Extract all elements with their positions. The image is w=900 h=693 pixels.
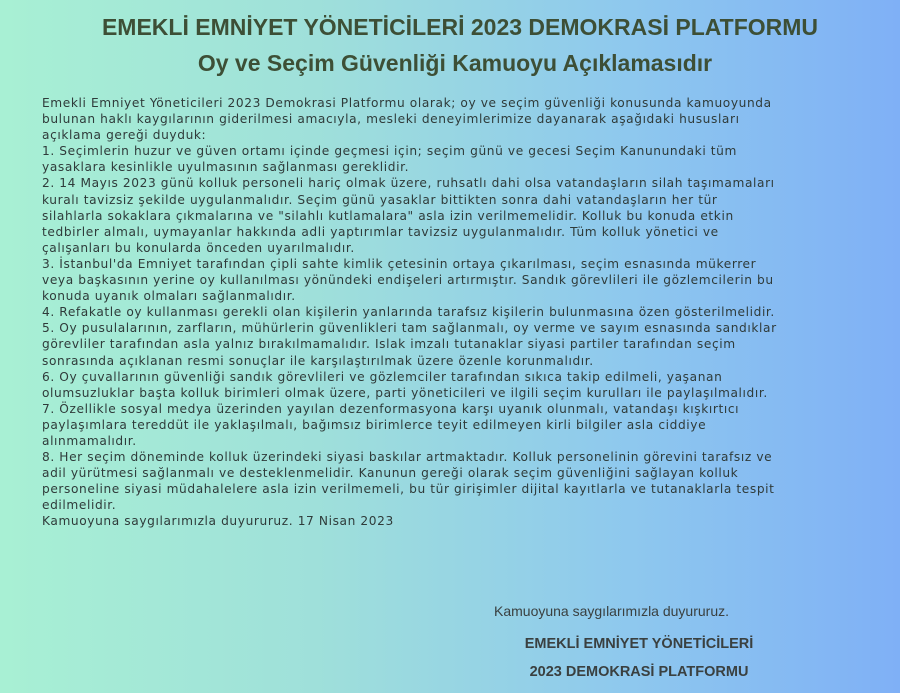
page-subtitle: Oy ve Seçim Güvenliği Kamuoyu Açıklamasıdır bbox=[197, 50, 713, 76]
signature-line-2: 2023 DEMOKRASİ PLATFORMU bbox=[529, 664, 749, 680]
statement-body: Emekli Emniyet Yöneticileri 2023 Demokrasi Platformu olarak; oy ve seçim güvenliği konusunda kamuoyunda bulunan haklı kaygılarının giderilmesi amacıyla, mesleki deneyimlerimize dayanarak aşağıdaki hususları açıklama gereği duyduk: 1. Seçimlerin huzur ve güven ortamı içinde geçmesi için; seçim günü ve gecesi Seçim Kanunundaki tüm yasaklara kesinlikle uyulmasının sağlanması gereklidir. 2. 14 Mayıs 2023 günü kolluk personeli hariç olmak üzere, ruhsatlı dahi olsa vatandaşların silah taşımamaları kuralı tavizsiz şekilde uygulanmalıdır. Seçim günü yasaklar bittikten sonra dahi vatandaşların her tür silahlarla sokaklara çıkmalarına ve "silahlı kutlamalara" asla izin verilmemelidir. Kolluk bu konuda etkin tedbirler almalı, uymayanlar hakkında adli yaptırımlar tavizsiz uygulanmalıdır. Tüm kolluk yönetici ve çalışanları bu konularda önceden uyarılmalıdır. 3. İstanbul'da Emniyet tarafından çipli sahte kimlik çetesinin ortaya çıkarılması, seçim esnasında mükerrer veya başkasının yerine oy kullanılması yönündeki endişeleri artırmıştır. Sandık görevlileri ile gözlemcilerin bu konuda uyanık olmaları sağlanmalıdır. 4. Refakatle oy kullanması gerekli olan kişilerin yanlarında tarafsız kişilerin bulunmasına özen gösterilmelidir. 5. Oy pusulalarının, zarfların, mühürlerin güvenlikleri tam sağlanmalı, oy verme ve sayım esnasında sandıklar görevliler tarafından asla yalnız bırakılmamalıdır. Islak imzalı tutanaklar siyasi partiler tarafından seçim sonrasında açıklanan resmi sonuçlar ile karşılaştırılmak üzere özenle korunmalıdır. 6. Oy çuvallarının güvenliği sandık görevlileri ve gözlemciler tarafından sıkıca takip edilmeli, yaşanan olumsuzluklar başta kolluk birimleri olmak üzere, parti yöneticileri ve ilgili seçim kurulları ile paylaşılmalıdır. 7. Özellikle sosyal medya üzerinden yayılan dezenformasyona karşı uyanık olunmalı, vatandaşı kışkırtıcı paylaşımlara tereddüt ile yaklaşılmalı, bağımsız birimlerce teyit edilmeyen kirli bilgiler asla ciddiye alınmamalıdır. 8. Her seçim döneminde kolluk üzerindeki siyasi baskılar artmaktadır. Kolluk personelinin görevini tarafsız ve adil yürütmesi sağlanmalı ve desteklenmelidir. Kanunun gereği olarak seçim güvenliğini sağlayan kolluk personeline siyasi müdahalelere asla izin verilmemeli, bu tür girişimler dijital kayıtlarla ve tutanaklarla tespit edilmelidir. Kamuoyuna saygılarımızla duyururuz. 17 Nisan 2023 bbox=[42, 96, 777, 529]
closing-line: Kamuoyuna saygılarımızla duyururuz. bbox=[494, 603, 729, 619]
signature-line-1: EMEKLİ EMNİYET YÖNETİCİLERİ bbox=[524, 636, 754, 652]
page-title: EMEKLİ EMNİYET YÖNETİCİLERİ 2023 DEMOKRASİ PLATFORMU bbox=[101, 14, 819, 40]
